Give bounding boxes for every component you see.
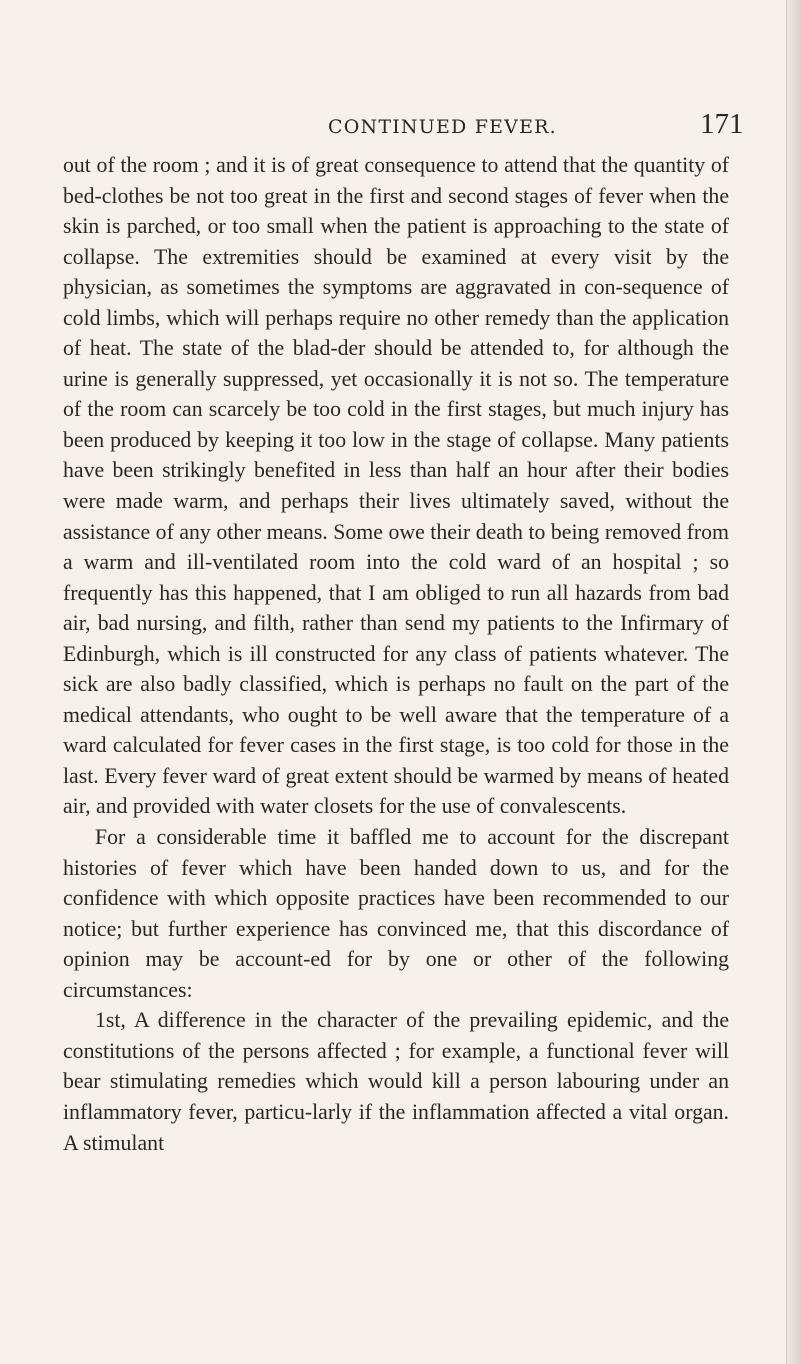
paragraph-continued: out of the room ; and it is of great consequence to attend that the quantity of bed-clothes be not too great in the first and second stages of fever when the skin is parched, or too small when the patient is approaching to the state of collapse. The extremities should be examined at every visit by the physician, as sometimes the symptoms are aggravated in con-sequence of cold limbs, which will perhaps require no other remedy than the application of heat. The state of the blad-der should be attended to, for although the urine is generally suppressed, yet occasionally it is not so. The temperature of the room can scarcely be too cold in the first stages, but much injury has been produced by keeping it too low in the stage of collapse. Many patients have been strikingly benefited in less than half an hour after their bodies were made warm, and perhaps their lives ultimately saved, without the assistance of any other means. Some owe their death to being removed from a warm and ill-ventilated room into the cold ward of an hospital ; so frequently has this happened, that I am obliged to run all hazards from bad air, bad nursing, and filth, rather than send my patients to the Infirmary of Edinburgh, which is ill constructed for any class of patients whatever. The sick are also badly classified, which is perhaps no fault on the part of the medical attendants, who ought to be well aware that the temperature of a ward calculated for fever cases in the first stage, is too cold for those in the last. Every fever ward of great extent should be warmed by means of heated air, and provided with water closets for the use of convalescents.: [63, 153, 729, 819]
running-title: CONTINUED FEVER.: [328, 116, 557, 138]
paragraph-first-circumstance: 1st, A difference in the character of the prevailing epidemic, and the constitutions of the persons affected ; for example, a functional fever will bear stimulating remedies which would kill a person labouring under an inflammatory fever, particu-larly if the inflammation affected a vital organ. A stimulant: [63, 1008, 729, 1155]
page-edge-shadow: [786, 0, 801, 1364]
page-number: 171: [700, 108, 744, 140]
running-head: [0, 108, 801, 148]
paragraph-discrepant-histories: For a considerable time it baffled me to account for the discrepant histories of fever which have been handed down to us, and for the confidence with which opposite practices have been recommended to our notice; but further experience has convinced me, that this discordance of opinion may be account-ed for by one or other of the following circumstances:: [63, 825, 729, 1002]
body-text: [63, 150, 729, 1158]
